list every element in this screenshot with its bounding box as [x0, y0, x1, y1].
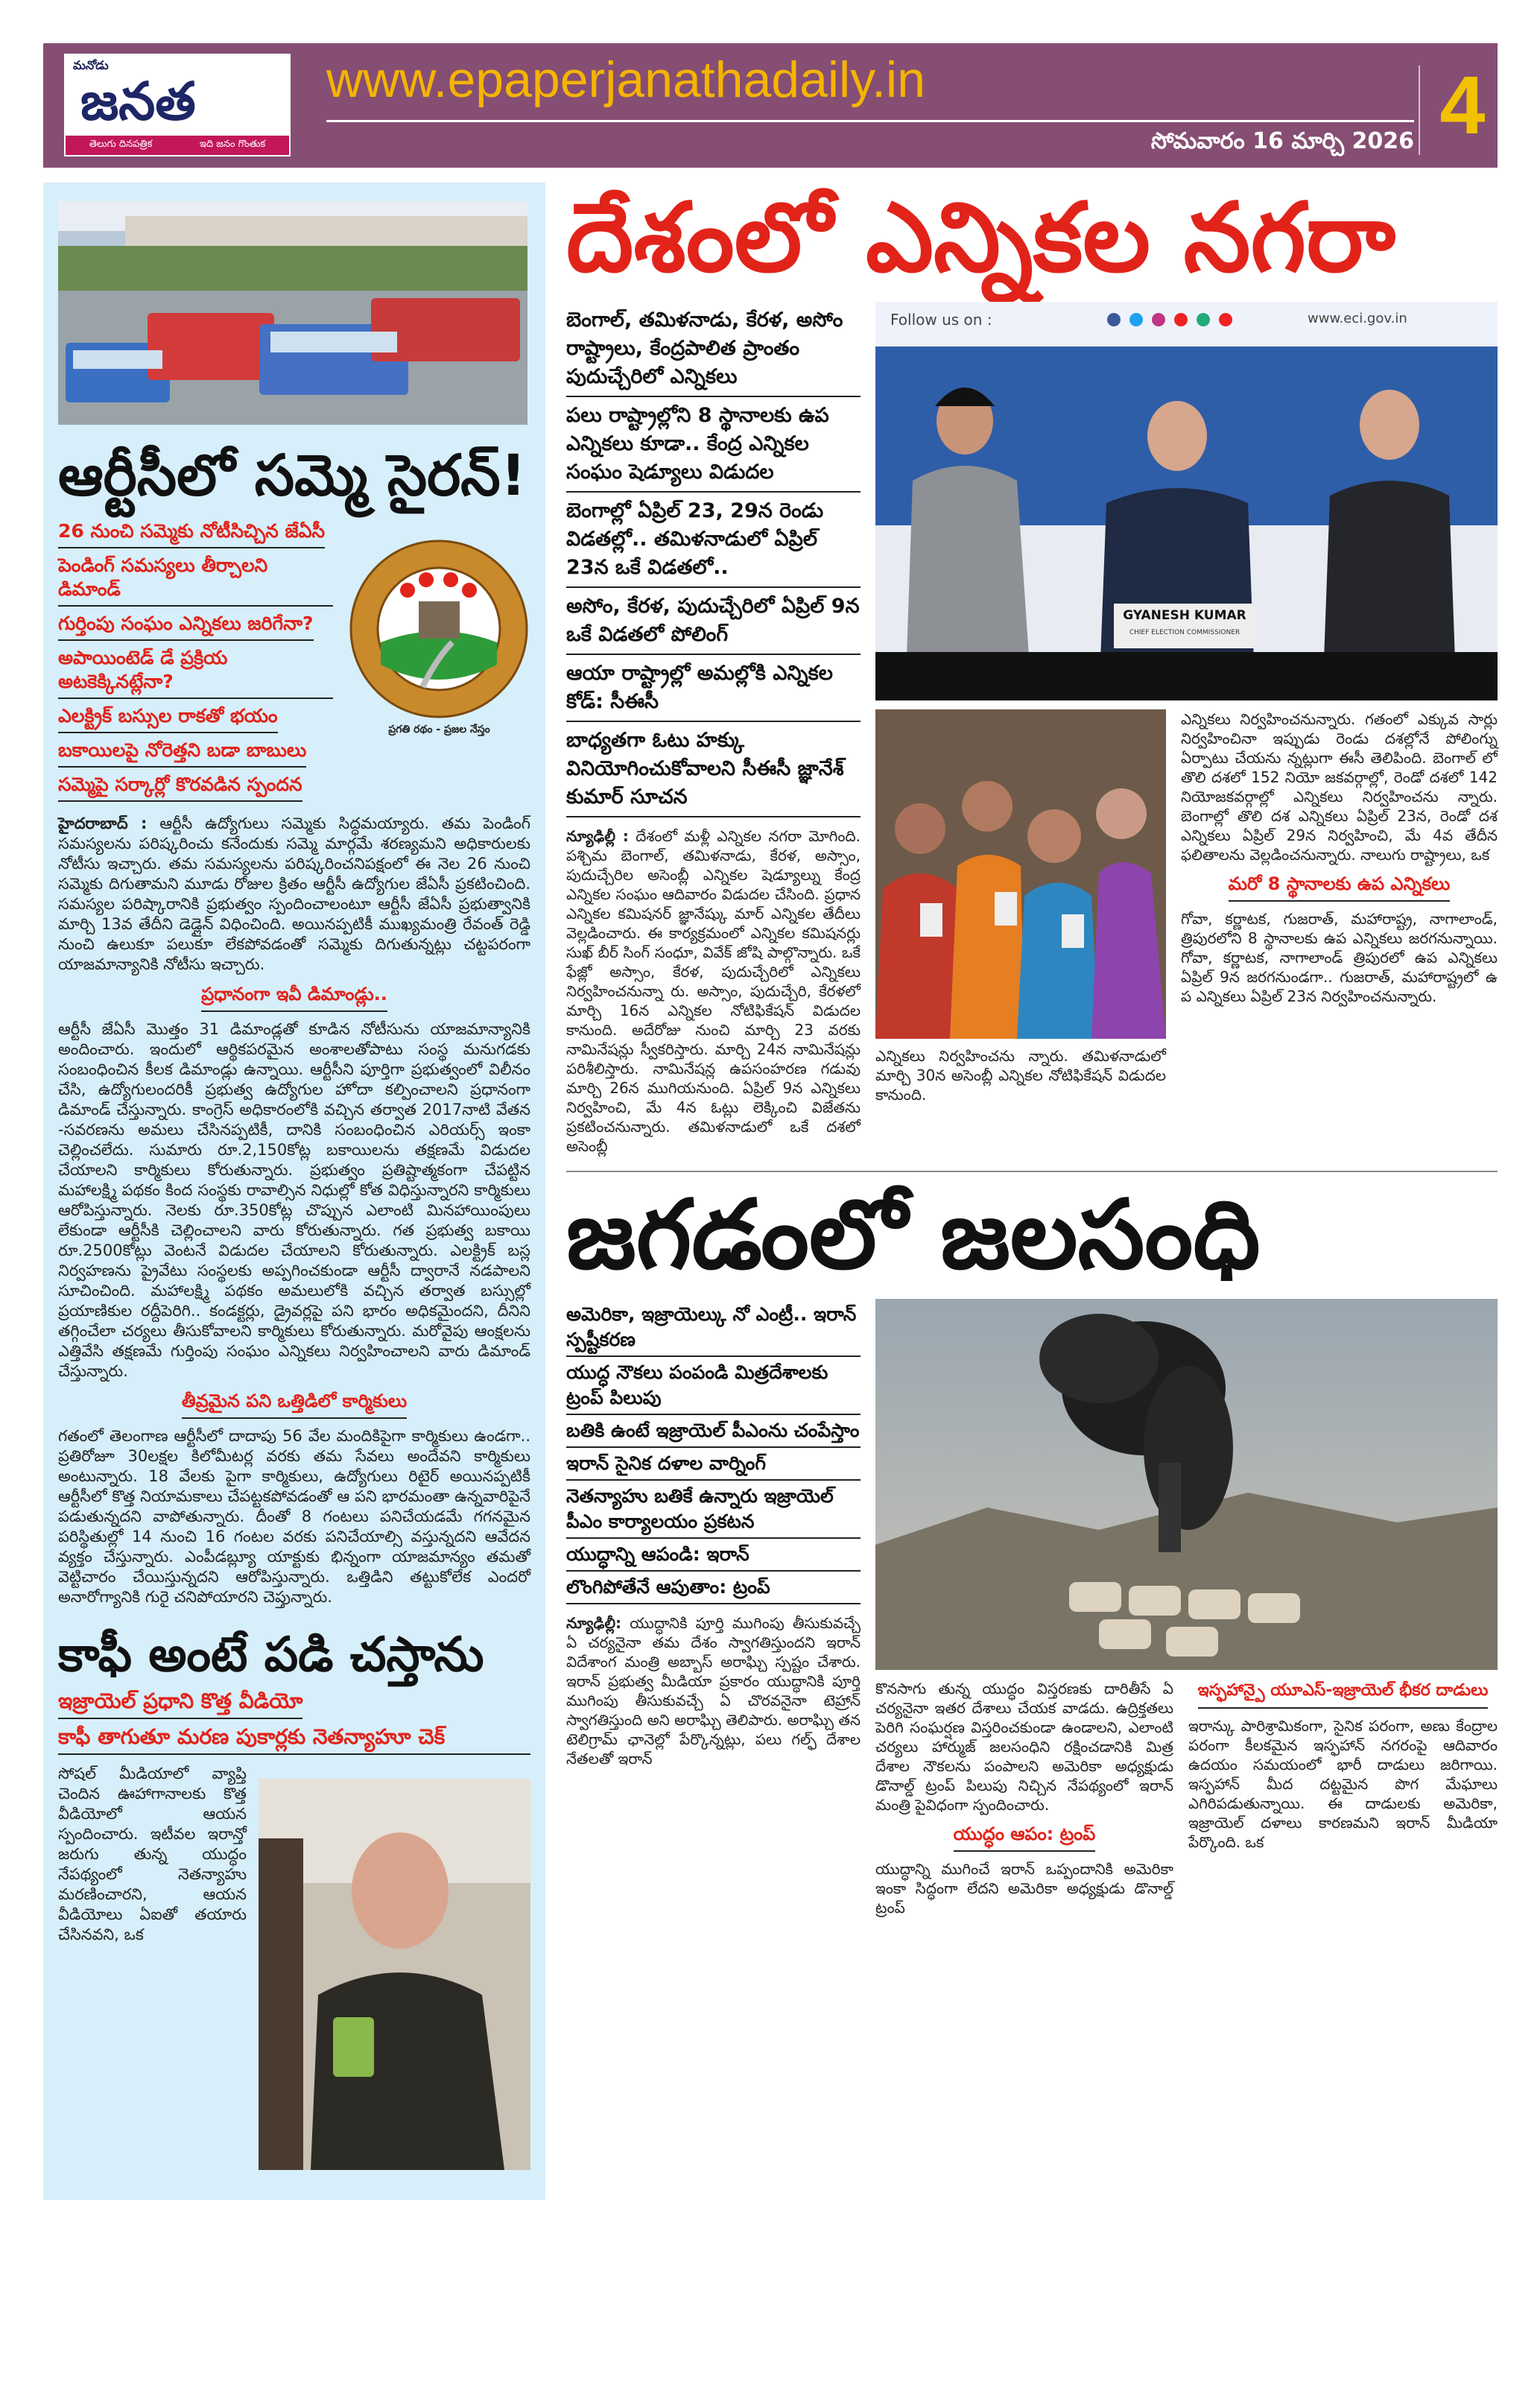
elections-story [566, 302, 1498, 1156]
isfahan-subhead: ఇస్ఫహాన్పై యూఎస్-ఇజ్రాయెల్ భీకర దాడులు [1198, 1679, 1489, 1709]
rtc-bullet: బకాయిలపై నోరెత్తని బడా బాబులు [58, 735, 306, 768]
trump-subhead: యుద్ధం ఆపం: ట్రంప్ [954, 1822, 1096, 1852]
rtc-body-2: ఆర్టీసీ జేఏసీ మొత్తం 31 డిమాండ్లతో కూడిన నోటీసును యాజమాన్యానికి అందించారు. ఇందులో ఆర్థికపరమైన అంశాలతోపాటు సంస్థ మనుగడకు సంబంధించిన కీలక డిమాండ్లు ఉన్నాయి. ఆర్టీసీని పూర్తిగా ప్రభుత్వంలో విలీనం చేసి, ఉద్యోగులందరికీ ప్రభుత్వ ఉద్యోగుల హోదా కల్పించాలని ప్రధానంగా డిమాండ్ చేస్తున్నారు. కాంగ్రెస్ అధికారంలోకి వచ్చిన తర్వాత 2017నాటి వేతన -సవరణను అమలు చేసినప్పటికీ, దానికి సంబంధించిన ఎరియర్స్ ఇంకా చెల్లించలేదు. సుమారు రూ.2,150కోట్ల బకాయిలను తక్షణమే విడుదల చేయాలని కార్మికులు కోరుతున్నారు. ప్రభుత్వం ప్రతిష్టాత్మకంగా చేపట్టిన మహాలక్ష్మి పథకం కింద సంస్థకు రావాల్సిన నిధుల్లో కోత విధిస్తున్నారని కార్మికులు ఆరోపిస్తున్నారు. నెలకు రూ.350కోట్ల చొప్పున ఎలాంటి మినహాయింపులు లేకుండా ఆర్టీసీకి చెల్లించాలని వారు కోరుతున్నారు. గత ప్రభుత్వ బకాయి రూ.2500కోట్లు వెంటనే విడుదల చేయాలని కోరుతున్నారు. ఎలక్ట్రిక్ బస్ల నిర్వహణను ప్రైవేటు సంస్థలకు అప్పగించకుండా ఆర్టీసీ ద్వారానే నడపాలని సూచించింది. మహాలక్ష్మి పథకం అమలులోకి వచ్చిన తర్వాత బస్సుల్లో ప్రయాణికుల రద్దీపెరిగి.. కండక్టర్లు, డ్రైవర్లపై పని భారం అధికమైందని, దీనిని తగ్గించేలా చర్యలు తీసుకోవాలని కార్మికులు కోరుతున్నారు. మరోవైపు ఆంక్షలను ఎత్తివేసి తక్షణమే గుర్తింపు సంఘం ఎన్నికలు నిర్వహించాలని వారు డిమాండ్ చేస్తున్నారు. [58, 1020, 530, 1380]
rtc-subhead-demands: ప్రధానంగా ఇవీ డిమాండ్లు.. [201, 982, 387, 1012]
strait-text-col-2 [1188, 1679, 1498, 1852]
strait-body-3: యుద్ధాన్ని ముగించే ఇరాన్ ఒప్పందానికి అమెరికా ఇంకా సిద్ధంగా లేదని అమెరికా అధ్యక్షుడు డొనాల్డ్ ట్రంప్ [875, 1860, 1173, 1917]
rtc-bullet: ఎలక్ట్రిక్ బస్సుల రాకతో భయం [58, 700, 278, 733]
divider [326, 120, 1414, 122]
coffee-sub-text: కాఫీ తాగుతూ మరణ పుకార్లకు నెతన్యాహూ చెక్ [58, 1724, 446, 1749]
rtc-bullet: పెండింగ్ సమస్యలు తీర్చాలని డిమాండ్ [58, 550, 333, 607]
paragraph: దేశంలో మళ్లీ ఎన్నికల నగరా మోగింది. పశ్చిమ బెంగాల్, తమిళనాడు, కేరళ, అస్సాం, పుదుచ్చేరిల అసెంబ్లీ ఎన్నికల షెడ్యూల్ను కేంద్ర ఎన్నికల సంఘం ఆదివారం విడుదల చేసింది. ప్రధాన ఎన్నికల కమిషనర్ జ్ఞానేష్కు మార్ ఎన్నికల తేదీలు వెల్లడించారు. ఈ కార్యక్రమంలో ఎన్నికల కమిషనర్లు సుఖ్ బీర్ సింగ్ సంధూ, వివేక్ జోషి పాల్గొన్నారు. ఒకే ఫేజ్లో అస్సాం, కేరళ, పుదుచ్చేరిలో ఎన్నికలు నిర్వహించనున్నా రు. అస్సాం, పుదుచ్చేరి, కేరళలో మార్చి 16న ఎన్నికల నోటిఫికేషన్ విడుదల కానుంది. అదేరోజు నుంచి మార్చి 23 వరకు నామినేషన్లు స్వీకరిస్తారు. మార్చి 24న నామినేషన్లు పరిశీలిస్తారు. నామినేషన్ల ఉపసంహరణ గడువు మార్చి 26న ముగియనుంది. ఏప్రిల్ 9న ఎన్నికలు నిర్వహించి, మే 4న ఓట్లు లెక్కించి విజేతను ప్రకటించనున్నారు. తమిళనాడులో ఒకే దశలో అసెంబ్లీ [566, 827, 861, 1155]
page-body [43, 183, 1498, 2200]
section-divider [566, 1171, 1498, 1172]
strait-story [566, 1299, 1498, 1917]
eci-press-conference-photo [875, 302, 1498, 700]
elections-body-1 [566, 826, 861, 1156]
elections-body-3: ఎన్నికలు నిర్వహించనున్నారు. గతంలో ఎక్కువ సార్లు నిర్వహించినా ఇప్పుడు రెండు దశల్లోనే పోలింగ్ను ఏర్పాటు చేయను న్నట్లుగా ఈసీ తెలిపింది. బెంగాల్ లో తొలి దశలో 152 నియో జకవర్గాల్లో, రెండో దశలో 142 నియోజకవర్గాల్లో ఎన్నికలు నిర్వహించను న్నారు. బెంగాల్లో తొలి దశ ఎన్నికలు ఏప్రిల్ 23న, రెండో దశ ఎన్నికలు ఏప్రిల్ 29న నిర్వహించి, మే 4వ తేదీన ఫలితాలను వెల్లడించనున్నారు. నాలుగు రాష్ట్రాలు, ఒక [1181, 710, 1498, 864]
elections-lower-row [875, 709, 1498, 1104]
nameplate: GYANESH KUMAR [1123, 608, 1246, 623]
dateline: హైదరాబాద్ : [58, 814, 148, 832]
elections-bullet: అసోం, కేరళ, పుదుచ్చేరిలో ఏప్రిల్ 9న ఒకే విడతలో పోలింగ్ [566, 588, 861, 655]
paragraph: యుద్ధానికి పూర్తి ముగింపు తీసుకువచ్చే ఏ చర్యనైనా తమ దేశం స్వాగతిస్తుందని ఇరాన్ విదేశాంగ మంత్రి అబ్బాస్ అరాఘ్చి స్పష్టం చేశారు. ఇరాన్ ప్రభుత్వ మీడియా ప్రకారం యుద్ధానికి పూర్తి ముగింపు తీసుకువచ్చే ఏ చొరవనైనా టెహ్రాన్ స్వాగతిస్తుంది అని అరాఘ్చి తెలిపారు. అరాఘ్చి తన టెలిగ్రామ్ ఛానెల్లో పేర్కొన్నట్లు, పలు గల్ఫ్ దేశాల నేతలతో ఇరాన్ [566, 1614, 861, 1768]
divider [1419, 66, 1420, 155]
elections-right-col [875, 302, 1498, 1104]
elections-text-col [1181, 709, 1498, 1006]
elections-bullet: బెంగాల్, తమిళనాడు, కేరళ, అసోం రాష్ట్రాలు, కేంద్రపాలిత ప్రాంతం పుదుచ్చేరిలో ఎన్నికలు [566, 302, 861, 397]
refinery-smoke-photo [875, 1299, 1498, 1670]
photo-site-text: www.eci.gov.in [1308, 311, 1407, 326]
rtc-headline: ఆర్టీసీలో సమ్మె సైరన్! [58, 442, 527, 508]
strait-body-1 [566, 1613, 861, 1768]
rtc-body-3: గతంలో తెలంగాణ ఆర్టీసీలో దాదాపు 56 వేల మందికిపైగా కార్మికులు ఉండగా.. ప్రతిరోజూ 30లక్షల కిలోమీటర్ల వరకు తమ సేవలు అందేవని కార్మికులు అంటున్నారు. 18 వేలకు పైగా కార్మికులు, ఉద్యోగులు రిటైర్ అయినప్పటికీ ఆర్టీసీలో కొత్త నియామకాలు చేపట్టకపోవడంతో ఆ పని భారమంతా ఉన్నవారిపైనే పడుతున్నదని వాపోతున్నారు. దీంతో 8 గంటలు పనిచేయడమే గగనమైన పరిస్థితుల్లో 14 నుంచి 16 గంటల వరకు పనిచేయాల్సి వస్తున్నదని ఆవేదన వ్యక్తం చేస్తున్నారు. ఎంపీడబ్ల్యూ యాక్టుకు భిన్నంగా యాజమాన్యం తమతో వెట్టిచారం చేయిస్తున్నదని ఆరోపిస్తున్నారు. ఒత్తిడిని తట్టుకోలేక ఎందరో అనారోగ్యానికి గురై చనిపోయారని చెప్తున్నారు. [58, 1427, 530, 1606]
coffee-headline: కాఫీ అంటే పడి చస్తాను [58, 1627, 484, 1683]
logo-tagline-top: మనోడు [73, 58, 109, 72]
strait-bullet: లొంగిపోతేనే ఆపుతాం: ట్రంప్ [566, 1572, 861, 1604]
elections-bullet: బెంగాల్లో ఏప్రిల్ 23, 29న రెండు విడతల్లో.. తమిళనాడులో ఏప్రిల్ 23న ఒకే విడతలో.. [566, 493, 861, 588]
strait-body-2: కొనసాగు తున్న యుద్ధం విస్తరణకు దారితీసే ఏ చర్యనైనా ఇతర దేశాలు చేయక వాడదు. ఉద్రిక్తతలు పెరిగి సంఘర్షణ విస్తరించకుండా ఉండాలని, ఎలాంటి చర్యలు హార్ముజ్ జలసంధిని రక్షించడానికి మిత్ర దేశాల నౌకలను పంపాలని అమెరికా అధ్యక్షుడు డొనాల్డ్ ట్రంప్ పిలుపు నిచ్చిన నేపథ్యంలో ఇరాన్ మంత్రి పైవిధంగా స్పందించారు. [875, 1680, 1173, 1814]
coffee-subhead-2 [58, 1724, 530, 1755]
photo-follow-text: Follow us on : [890, 311, 992, 329]
strait-right-col [875, 1299, 1498, 1917]
strait-headline: జగడంలో జలసంధి [566, 1180, 1261, 1291]
voters-photo [875, 709, 1166, 1039]
strait-bullet: అమెరికా, ఇజ్రాయెల్కు నో ఎంట్రీ.. ఇరాన్ స్పష్టీకరణ [566, 1299, 861, 1357]
strait-bullet: ఇరాన్ సైనిక దళాల వార్నింగ్ [566, 1448, 861, 1481]
elections-left-col [566, 302, 861, 1156]
strait-bullet: యుద్ధాన్ని ఆపండి: ఇరాన్ [566, 1539, 861, 1572]
elections-bullet: పలు రాష్ట్రాల్లోని 8 స్థానాలకు ఉప ఎన్నికలు కూడా.. కేంద్ర ఎన్నికల సంఘం షెడ్యూలు విడుదల [566, 397, 861, 493]
rtc-body-1 [58, 814, 530, 975]
coffee-body: సోషల్ మీడియాలో వ్యాప్తి చెందిన ఊహాగానాలకు కొత్త వీడియోలో ఆయన స్పందించారు. ఇటీవల ఇరాన్తో జరుగు తున్న యుద్ధం నేపథ్యంలో నెతన్యాహు మరణించారని, ఆయన వీడియోలు ఏఐతో తయారు చేసినవని, ఒక [58, 1765, 247, 1943]
by-elections-subhead: మరో 8 స్థానాలకు ఉప ఎన్నికలు [1229, 872, 1451, 902]
rtc-bullet: గుర్తింపు సంఘం ఎన్నికలు జరిగేనా? [58, 608, 314, 641]
tsrtc-logo [348, 538, 530, 738]
rtc-bullet: అపాయింటెడ్ డే ప్రక్రియ అటకెక్కినట్లేనా? [58, 642, 333, 699]
dateline: న్యూఢిల్లీ: [566, 1614, 622, 1632]
logo-tag-left: తెలుగు దినపత్రిక [89, 139, 153, 150]
coffee-subhead-1 [58, 1688, 302, 1719]
strait-text-col-1 [875, 1679, 1173, 1917]
strait-bullet: యుద్ధ నౌకలు పంపండి మిత్రదేశాలకు ట్రంప్ పిలుపు [566, 1357, 861, 1415]
rtc-and-coffee-panel [43, 183, 545, 2200]
elections-body-2: ఎన్నికలు నిర్వహించను న్నారు. తమిళనాడులో మార్చి 30న అసెంబ్లీ ఎన్నికల నోటిఫికేషన్ విడుదల కానుంది. [875, 1047, 1166, 1104]
strait-bullet: నెతన్యాహు బతికే ఉన్నారు ఇజ్రాయెల్ పీఎం కార్యాలయం ప్రకటన [566, 1481, 861, 1539]
elections-photo-col [875, 709, 1166, 1104]
main-stories [566, 183, 1498, 1917]
newspaper-logo [64, 54, 291, 156]
rtc-bullet: 26 నుంచి సమ్మెకు నోటీసిచ్చిన జేఏసీ [58, 516, 325, 548]
issue-date: సోమవారం 16 మార్చి 2026 [1150, 128, 1414, 154]
masthead [43, 43, 1498, 168]
rtc-subhead-workload: తీవ్రమైన పని ఒత్తిడిలో కార్మికులు [182, 1389, 407, 1419]
bus-depot-photo [58, 201, 527, 425]
strait-lower-row [875, 1679, 1498, 1917]
elections-bullet: ఆయా రాష్ట్రాల్లో అమల్లోకి ఎన్నికల కోడ్: సీఈసీ [566, 655, 861, 722]
website-url[interactable]: www.epaperjanathadaily.in [326, 51, 925, 108]
page-number: 4 [1439, 60, 1486, 151]
coffee-story [58, 1764, 530, 2177]
strait-bullet: బతికి ఉంటే ఇజ్రాయెల్ పీఎంను చంపేస్తాం [566, 1415, 861, 1448]
dateline: న్యూఢిల్లీ : [566, 827, 629, 845]
coffee-sub-text: ఇజ్రాయెల్ ప్రధాని కొత్త వీడియో [58, 1689, 303, 1713]
rtc-bullets [58, 516, 333, 803]
elections-body-4: గోవా, కర్ణాటక, గుజరాత్, మహారాష్ట్ర, నాగాలాండ్, త్రిపురలోని 8 స్థానాలకు ఉప ఎన్నికలు జరగనున్నాయి. గోవా, కర్ణాటక, నాగాలాండ్ త్రిపురలో ఉప ఎన్నికలు ఏప్రిల్ 9న జరగనుండగా.. గుజరాత్, మహారాష్ట్రలో ఉ ప ఎన్నికలు ఏప్రిల్ 23న నిర్వహించనున్నారు. [1181, 910, 1498, 1005]
logo-tag-right: ఇది జనం గొంతుక [200, 139, 266, 150]
paragraph: ఆర్టీసీ ఉద్యోగులు సమ్మెకు సిద్ధమయ్యారు. తమ పెండింగ్ సమస్యలను పరిష్కరించు కనేందుకు సమ్మె మార్గమే శరణ్యమని అధికారులకు నోటీసు ఇచ్చారు. తమ సమస్యలను పరిష్కరించనిపక్షంలో ఈ నెల 26 నుంచి సమ్మెకు దిగుతామని మూడు రోజుల క్రితం ఆర్టీసీ ఉద్యోగుల జేఏసీ ప్రకటించింది. సమస్యల పరిష్కారానికి ప్రభుత్వం స్పందించాలంటూ ఆర్టీసీ జేఏసీ ప్రభుత్వానికి మార్చి 13వ తేదీని డెడ్లైన్ విధించింది. అయినప్పటికీ ముఖ్యమంత్రి రేవంత్ రెడ్డి నుంచి ఉలుకూ పలుకూ లేకపోవడంతో సమ్మెకు దిగుతున్నట్లు చట్టపరంగా యాజమాన్యానికి నోటీసు ఇచ్చారు. [58, 814, 531, 973]
rtc-bullets-row [58, 516, 530, 803]
elections-bullet: బాధ్యతగా ఓటు హక్కు వినియోగించుకోవాలని సీఈసీ జ్ఞానేశ్ కుమార్ సూచన [566, 722, 861, 817]
rtc-bullet: సమ్మెపై సర్కార్లో కొరవడిన స్పందన [58, 769, 302, 802]
nameplate-title: CHIEF ELECTION COMMISSIONER [1129, 629, 1240, 636]
strait-body-4: ఇరాన్కు పారిశ్రామికంగా, సైనిక పరంగా, అణు కేంద్రాల పరంగా కీలకమైన ఇస్ఫహాన్ నగరంపై ఆదివారం ఉదయం సమయంలో భారీ దాడులు జరిగాయి. ఇస్ఫహాన్ మీద దట్టమైన పొగ మేఘాలు ఎగిరిపడుతున్నాయి. ఈ దాడులకు అమెరికా, ఇజ్రాయెల్ దళాలు కారణమని ఇరాన్ మీడియా పేర్కొంది. ఒక [1188, 1717, 1498, 1851]
strait-left-col [566, 1299, 861, 1768]
netanyahu-coffee-photo [259, 1779, 530, 2170]
logo-motto: ప్రగతి రథం - ప్రజల నేస్తం [388, 724, 490, 735]
logo-name: జనత [80, 71, 196, 132]
elections-headline: దేశంలో ఎన్నికల నగరా [566, 183, 1395, 294]
